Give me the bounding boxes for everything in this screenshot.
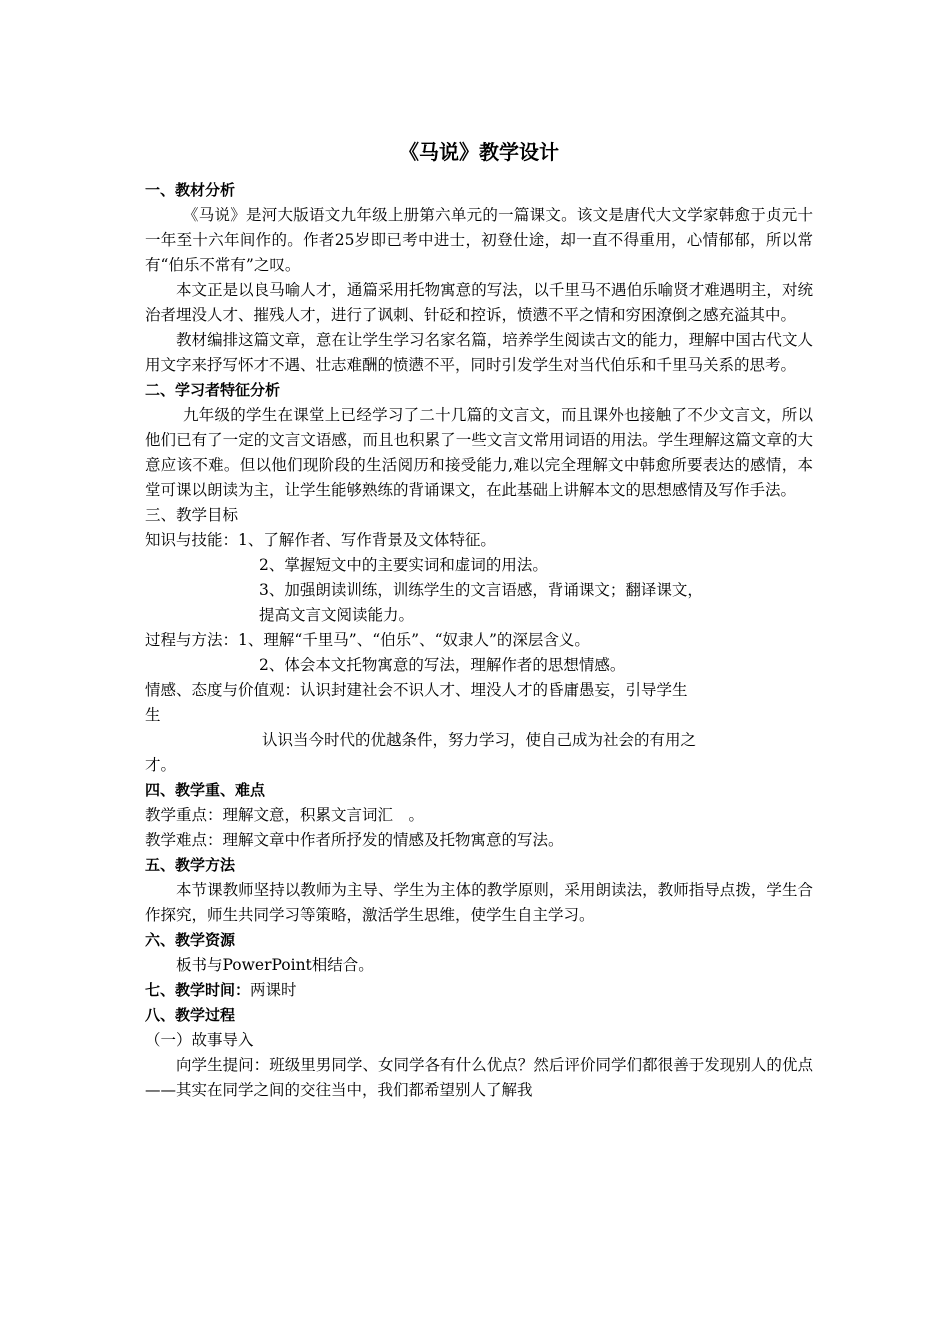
section-heading-3: 三、教学目标	[145, 506, 239, 524]
section-heading-4: 四、教学重、难点	[145, 781, 266, 799]
section-heading-2: 二、学习者特征分析	[145, 381, 281, 399]
teaching-time-value: 两课时	[250, 981, 297, 999]
document-page	[145, 138, 813, 1103]
paragraph: 《马说》是河大版语文九年级上册第六单元的一篇课文。该文是唐代大文学家韩愈于贞元十一年至十六年间作的。作者25岁即已考中进士，初登仕途，却一直不得重用，心情郁郁，所以常有“伯乐不常有”之叹。	[145, 206, 813, 274]
objective-method-2: 2、体会本文托物寓意的写法，理解作者的思想情感。	[259, 656, 626, 674]
objective-emotion-1	[145, 678, 813, 703]
paragraph: 板书与PowerPoint相结合。	[176, 956, 374, 974]
objective-emotion-2-cont: 才。	[145, 756, 177, 774]
paragraph: 九年级的学生在课堂上已经学习了二十几篇的文言文，而且课外也接触了不少文言文，所以他们已有了一定的文言文语感，而且也积累了一些文言文常用词语的用法。学生理解这篇文章的大意应该不难。但以他们现阶段的生活阅历和接受能力,难以完全理解文中韩愈所要表达的感情，本堂可课以朗读为主，让学生能够熟练的背诵课文，在此基础上讲解本文的思想感情及写作手法。	[145, 406, 813, 499]
key-point: 教学重点：理解文意，积累文言词汇 。	[145, 806, 425, 824]
objective-label: 过程与方法：	[145, 631, 239, 649]
objective-emotion-1-cont: 生	[145, 706, 161, 724]
paragraph: 本文正是以良马喻人才，通篇采用托物寓意的写法，以千里马不遇伯乐喻贤才难遇明主，对统治者埋没人才、摧残人才，进行了讽刺、针砭和控诉，愤懑不平之情和穷困潦倒之感充溢其中。	[145, 281, 813, 324]
objective-knowledge-1	[145, 528, 813, 553]
section-heading-8: 八、教学过程	[145, 1006, 236, 1024]
objective-item: 1、了解作者、写作背景及文体特征。	[238, 531, 496, 549]
objective-label: 知识与技能：	[145, 531, 239, 549]
paragraph: 本节课教师坚持以教师为主导、学生为主体的教学原则，采用朗读法，教师指导点拨，学生合作探究，师生共同学习等策略，激活学生思维，使学生自主学习。	[145, 881, 813, 924]
paragraph: 向学生提问：班级里男同学、女同学各有什么优点？然后评价同学们都很善于发现别人的优点——其实在同学之间的交往当中，我们都希望别人了解我	[145, 1056, 813, 1099]
paragraph: 教材编排这篇文章，意在让学生学习名家名篇，培养学生阅读古文的能力，理解中国古代文人用文字来抒写怀才不遇、壮志难酬的愤懑不平，同时引发学生对当代伯乐和千里马关系的思考。	[145, 331, 813, 374]
objective-knowledge-3: 3、加强朗读训练，训练学生的文言语感，背诵课文；翻译课文，	[259, 581, 703, 599]
objective-knowledge-2: 2、掌握短文中的主要实词和虚词的用法。	[259, 556, 548, 574]
objective-emotion-2: 认识当今时代的优越条件，努力学习，使自己成为社会的有用之	[262, 731, 697, 749]
section-heading-5: 五、教学方法	[145, 856, 236, 874]
objective-method-1	[145, 628, 813, 653]
section-heading-7	[145, 978, 813, 1003]
section-heading-1: 一、教材分析	[145, 181, 236, 199]
subsection-heading: （一）故事导入	[145, 1031, 254, 1049]
objective-item: 认识封建社会不识人才、埋没人才的昏庸愚妄，引导学生	[300, 681, 688, 699]
section-heading-6: 六、教学资源	[145, 931, 236, 949]
objective-knowledge-3-cont: 提高文言文阅读能力。	[259, 606, 415, 624]
objective-label: 情感、态度与价值观：	[145, 681, 301, 699]
document-title: 《马说》教学设计	[399, 140, 559, 164]
objective-item: 1、理解“千里马”、“伯乐”、“奴隶人”的深层含义。	[238, 631, 590, 649]
section-label: 七、教学时间：	[145, 981, 251, 999]
difficult-point: 教学难点：理解文章中作者所抒发的情感及托物寓意的写法。	[145, 831, 564, 849]
